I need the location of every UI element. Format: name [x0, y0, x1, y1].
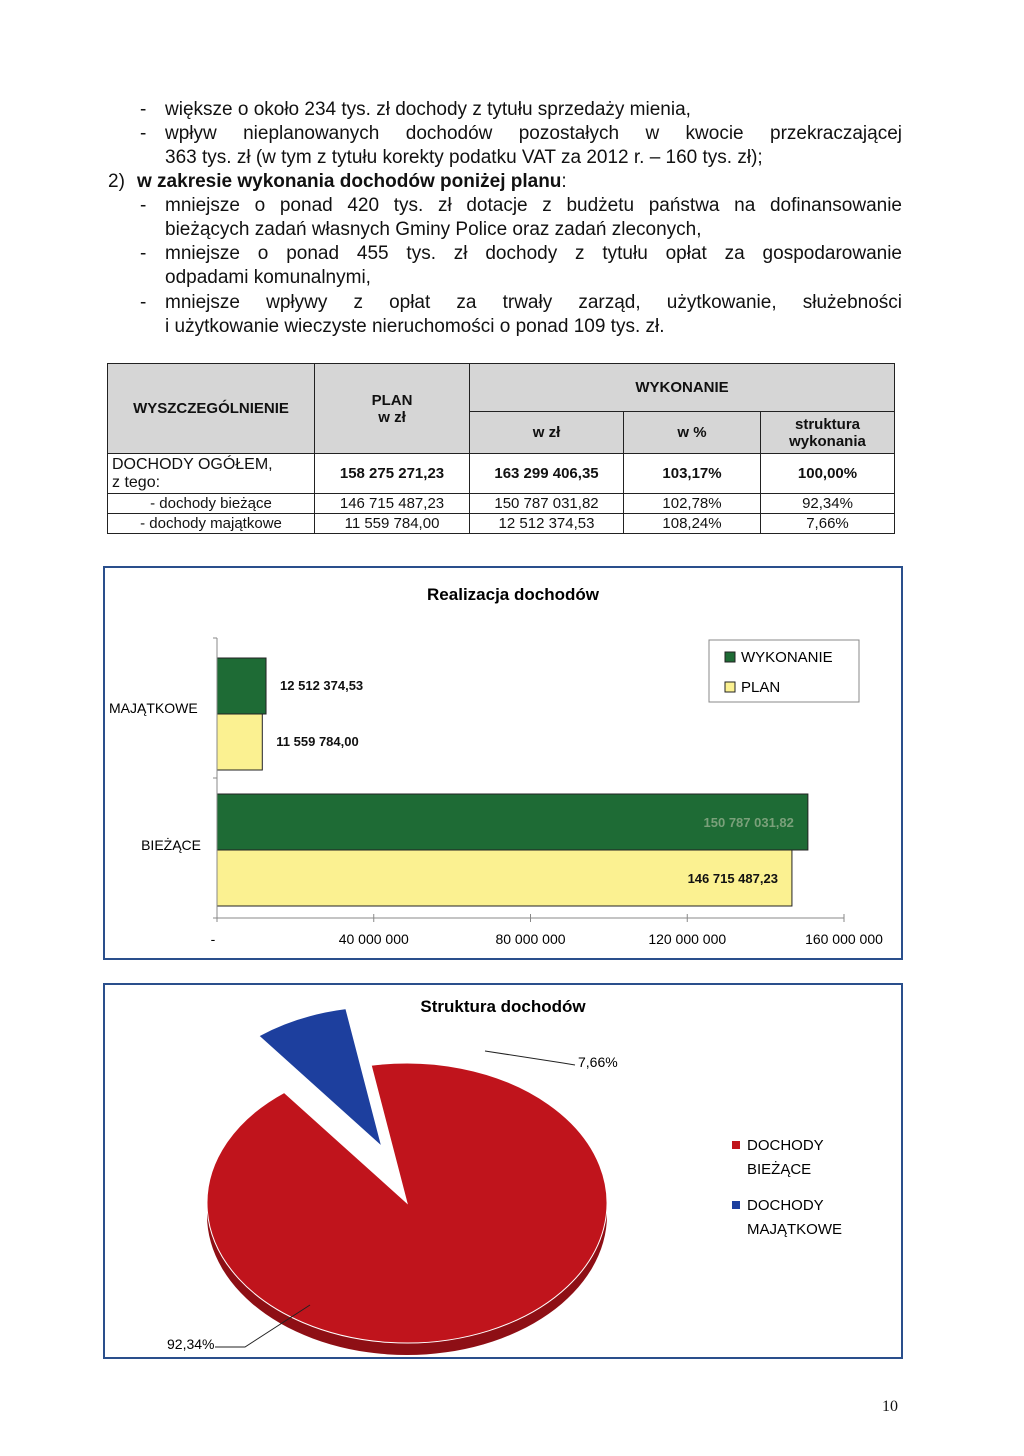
legend-label: WYKONANIE	[741, 649, 833, 666]
table-cell: 92,34%	[761, 494, 895, 514]
section-heading-text: w zakresie wykonania dochodów poniżej planu	[137, 171, 562, 192]
legend-swatch	[732, 1141, 740, 1149]
bullet-dash: -	[140, 243, 147, 264]
pie-marks	[167, 1009, 618, 1355]
header-plan-unit: w zł	[378, 408, 406, 426]
table-row	[108, 494, 895, 514]
header-exec-pct: w %	[624, 412, 761, 454]
legend-label: MAJĄTKOWE	[747, 1221, 843, 1238]
table-row	[108, 514, 895, 534]
table-cell: 100,00%	[761, 454, 895, 494]
legend-label: DOCHODY	[747, 1197, 824, 1214]
category-label: MAJĄTKOWE	[109, 700, 198, 716]
table-cell: - dochody bieżące	[108, 494, 315, 514]
header-spec: WYSZCZEGÓLNIENIE	[108, 364, 315, 454]
header-structure-2: wykonania	[789, 432, 866, 450]
category-label: BIEŻĄCE	[141, 837, 201, 853]
data-label: 150 787 031,82	[703, 815, 794, 830]
table-cell: - dochody majątkowe	[108, 514, 315, 534]
header-plan-label: PLAN	[371, 391, 413, 409]
header-structure-1: struktura	[794, 415, 861, 433]
legend-label: DOCHODY	[747, 1137, 824, 1154]
section-heading-colon: :	[561, 171, 567, 192]
text-line: mniejsze o ponad 420 tys. zł dotacje z budżetu państwa na dofinansowanie	[165, 195, 902, 216]
bar-marks	[109, 658, 808, 906]
bar-chart-box	[103, 566, 903, 960]
data-label: 146 715 487,23	[687, 871, 778, 886]
table-cell: 158 275 271,23	[315, 454, 470, 494]
table-cell: 12 512 374,53	[470, 514, 624, 534]
x-tick-label: 160 000 000	[805, 931, 883, 947]
pie-slice-biezace	[207, 1063, 607, 1343]
legend-swatch	[725, 652, 735, 662]
legend	[732, 1137, 842, 1238]
pie-chart	[105, 985, 901, 1357]
total-label-1: DOCHODY OGÓŁEM,	[112, 455, 273, 473]
leader-line	[485, 1051, 575, 1065]
total-label	[108, 454, 315, 494]
text-line: mniejsze o ponad 455 tys. zł dochody z tytułu opłat za gospodarowanie	[165, 243, 902, 264]
data-label: 11 559 784,00	[276, 734, 359, 749]
revenue-table	[107, 363, 895, 534]
x-tick-label: 40 000 000	[338, 931, 409, 947]
text-line: i użytkowanie wieczyste nieruchomości o ponad 109 tys. zł.	[165, 316, 665, 337]
legend-swatch	[732, 1201, 740, 1209]
x-tick-label: 120 000 000	[648, 931, 727, 947]
table-cell: 11 559 784,00	[315, 514, 470, 534]
bullet-dash: -	[140, 292, 147, 313]
total-label-2: z tego:	[112, 473, 161, 491]
header-plan	[315, 364, 470, 454]
chart-title: Struktura dochodów	[420, 997, 586, 1016]
page-number: 10	[882, 1398, 898, 1415]
x-tick-label: 80 000 000	[495, 931, 566, 947]
bullet-dash: -	[140, 123, 147, 144]
chart-title: Realizacja dochodów	[427, 585, 599, 604]
header-exec-zl: w zł	[470, 412, 624, 454]
data-label: 12 512 374,53	[280, 678, 364, 693]
table-cell: 102,78%	[624, 494, 761, 514]
header-structure	[761, 412, 895, 454]
bullet-dash: -	[140, 195, 147, 216]
text-line: mniejsze wpływy z opłat za trwały zarząd, użytkowanie, służebności	[165, 292, 902, 313]
bar-plan-majatkowe	[217, 714, 262, 770]
text-line: odpadami komunalnymi,	[165, 267, 371, 288]
text-line: większe o około 234 tys. zł dochody z tytułu sprzedaży mienia,	[165, 99, 691, 120]
table-row-total	[108, 454, 895, 494]
section-number: 2)	[108, 171, 125, 192]
table-cell: 163 299 406,35	[470, 454, 624, 494]
table-cell: 103,17%	[624, 454, 761, 494]
bar-chart	[105, 568, 901, 958]
slice-label: 7,66%	[578, 1054, 618, 1070]
table-cell: 146 715 487,23	[315, 494, 470, 514]
pie-chart-box	[103, 983, 903, 1359]
table-cell: 108,24%	[624, 514, 761, 534]
bar-wykonanie-majatkowe	[217, 658, 266, 714]
legend-swatch	[725, 682, 735, 692]
bullet-dash: -	[140, 99, 147, 120]
table-cell: 150 787 031,82	[470, 494, 624, 514]
x-tick-label: -	[210, 931, 216, 947]
text-line: bieżących zadań własnych Gminy Police oraz zadań zleconych,	[165, 219, 702, 240]
section-heading	[137, 170, 567, 194]
slice-label: 92,34%	[167, 1336, 215, 1352]
legend-label: PLAN	[741, 679, 781, 696]
table-cell: 7,66%	[761, 514, 895, 534]
text-line: wpływ nieplanowanych dochodów pozostałych w kwocie przekraczającej	[165, 123, 902, 144]
header-execution: WYKONANIE	[470, 364, 895, 412]
legend	[709, 640, 859, 702]
text-line: 363 tys. zł (w tym z tytułu korekty podatku VAT za 2012 r. – 160 tys. zł);	[165, 147, 763, 168]
legend-label: BIEŻĄCE	[747, 1161, 812, 1178]
